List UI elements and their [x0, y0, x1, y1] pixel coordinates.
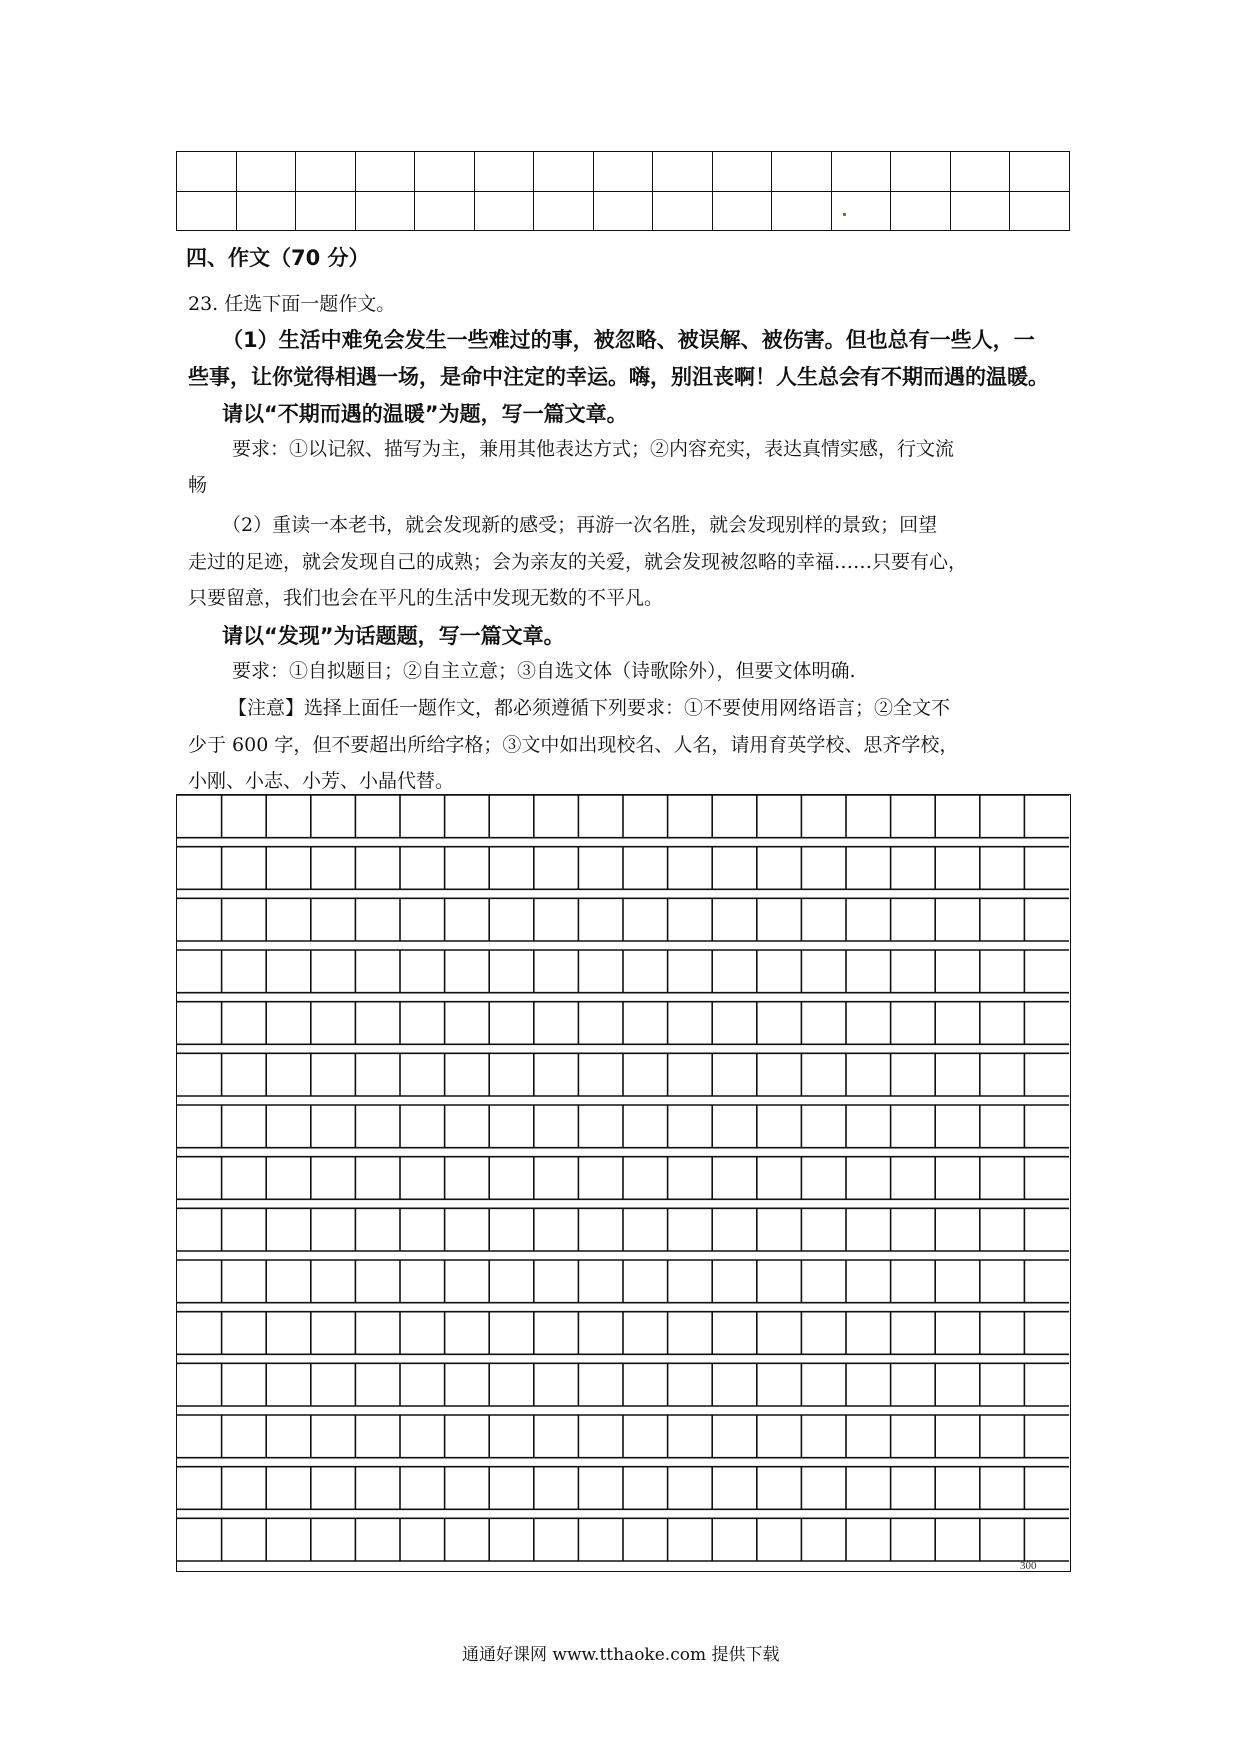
answer-grid-row — [177, 191, 1070, 231]
composition-row — [177, 1208, 1069, 1251]
composition-row — [177, 1467, 1069, 1510]
composition-row — [177, 1518, 1069, 1561]
stray-mark — [843, 213, 846, 216]
composition-row — [177, 1260, 1069, 1303]
prompt1-requirement-line2: 畅 — [188, 474, 208, 496]
composition-grid — [176, 794, 1071, 1572]
composition-row — [177, 950, 1069, 993]
composition-row — [177, 1002, 1069, 1045]
answer-grid-cell — [296, 191, 356, 231]
answer-grid-cell — [177, 191, 237, 231]
word-count-marker: 300 — [1020, 1560, 1037, 1572]
answer-grid-cell — [474, 191, 534, 231]
composition-row — [177, 898, 1069, 941]
answer-grid-cell — [415, 152, 475, 192]
answer-grid-cell — [296, 152, 356, 192]
composition-row — [177, 1053, 1069, 1096]
answer-grid-cell — [593, 191, 653, 231]
prompt2-requirement: 要求：①自拟题目；②自主立意；③自选文体（诗歌除外），但要文体明确. — [232, 660, 856, 682]
answer-grid-cell — [712, 191, 772, 231]
section-heading: 四、作文（70 分） — [186, 246, 370, 270]
prompt2-text-line1: （2）重读一本老书，就会发现新的感受；再游一次名胜，就会发现别样的景致；回望 — [222, 514, 938, 536]
note-line3: 小刚、小志、小芳、小晶代替。 — [188, 770, 455, 792]
composition-grid-lines — [177, 795, 1069, 1570]
composition-row — [177, 1105, 1069, 1148]
prompt2-text-line3: 只要留意，我们也会在平凡的生活中发现无数的不平凡。 — [188, 587, 664, 609]
answer-grid-cell — [236, 191, 296, 231]
answer-grid-cell — [831, 152, 891, 192]
answer-grid-cell — [474, 152, 534, 192]
answer-grid-cell — [831, 191, 891, 231]
answer-grid-cell — [891, 152, 951, 192]
answer-grid-cell — [653, 191, 713, 231]
answer-grid-cell — [772, 152, 832, 192]
answer-grid-cell — [177, 152, 237, 192]
answer-grid-cell — [712, 152, 772, 192]
prompt1-title-instruction: 请以“不期而遇的温暖”为题，写一篇文章。 — [222, 402, 628, 426]
prompt2-text-line2: 走过的足迹，就会发现自己的成熟；会为亲友的关爱，就会发现被忽略的幸福……只要有心， — [188, 551, 968, 573]
prompt1-requirement-line1: 要求：①以记叙、描写为主，兼用其他表达方式；②内容充实，表达真情实感，行文流 — [232, 438, 955, 460]
answer-grid-cell — [415, 191, 475, 231]
prompt1-text-line1: （1）生活中难免会发生一些难过的事，被忽略、被误解、被伤害。但也总有一些人，一 — [222, 328, 1035, 352]
prompt1-text-line2: 些事，让你觉得相遇一场，是命中注定的幸运。嗨，别沮丧啊！人生总会有不期而遇的温暖。 — [188, 365, 1049, 389]
answer-grid-cell — [355, 191, 415, 231]
answer-grid — [176, 151, 1070, 231]
composition-row — [177, 1157, 1069, 1200]
answer-grid-cell — [593, 152, 653, 192]
note-line2: 少于 600 字，但不要超出所给字格；③文中如出现校名、人名，请用育英学校、思齐学校， — [188, 734, 959, 756]
prompt2-title-instruction: 请以“发现”为话题题，写一篇文章。 — [222, 624, 565, 648]
answer-grid-cell — [653, 152, 713, 192]
composition-row — [177, 1312, 1069, 1355]
answer-grid-cell — [950, 191, 1010, 231]
question-instruction: 23. 任选下面一题作文。 — [188, 293, 396, 315]
answer-grid-cell — [1010, 152, 1070, 192]
answer-grid-cell — [950, 152, 1010, 192]
note-line1: 【注意】选择上面任一题作文，都必须遵循下列要求：①不要使用网络语言；②全文不 — [228, 697, 951, 719]
answer-grid-cell — [891, 191, 951, 231]
composition-row — [177, 847, 1069, 890]
composition-row — [177, 795, 1069, 838]
answer-grid-cell — [1010, 191, 1070, 231]
composition-row — [177, 1363, 1069, 1406]
answer-grid-cell — [534, 152, 594, 192]
answer-grid-cell — [534, 191, 594, 231]
footer-credit: 通通好课网 www.tthaoke.com 提供下载 — [462, 1645, 780, 1665]
answer-grid-cell — [236, 152, 296, 192]
answer-grid-cell — [772, 191, 832, 231]
answer-grid-row — [177, 152, 1070, 192]
composition-row — [177, 1415, 1069, 1458]
answer-grid-cell — [355, 152, 415, 192]
